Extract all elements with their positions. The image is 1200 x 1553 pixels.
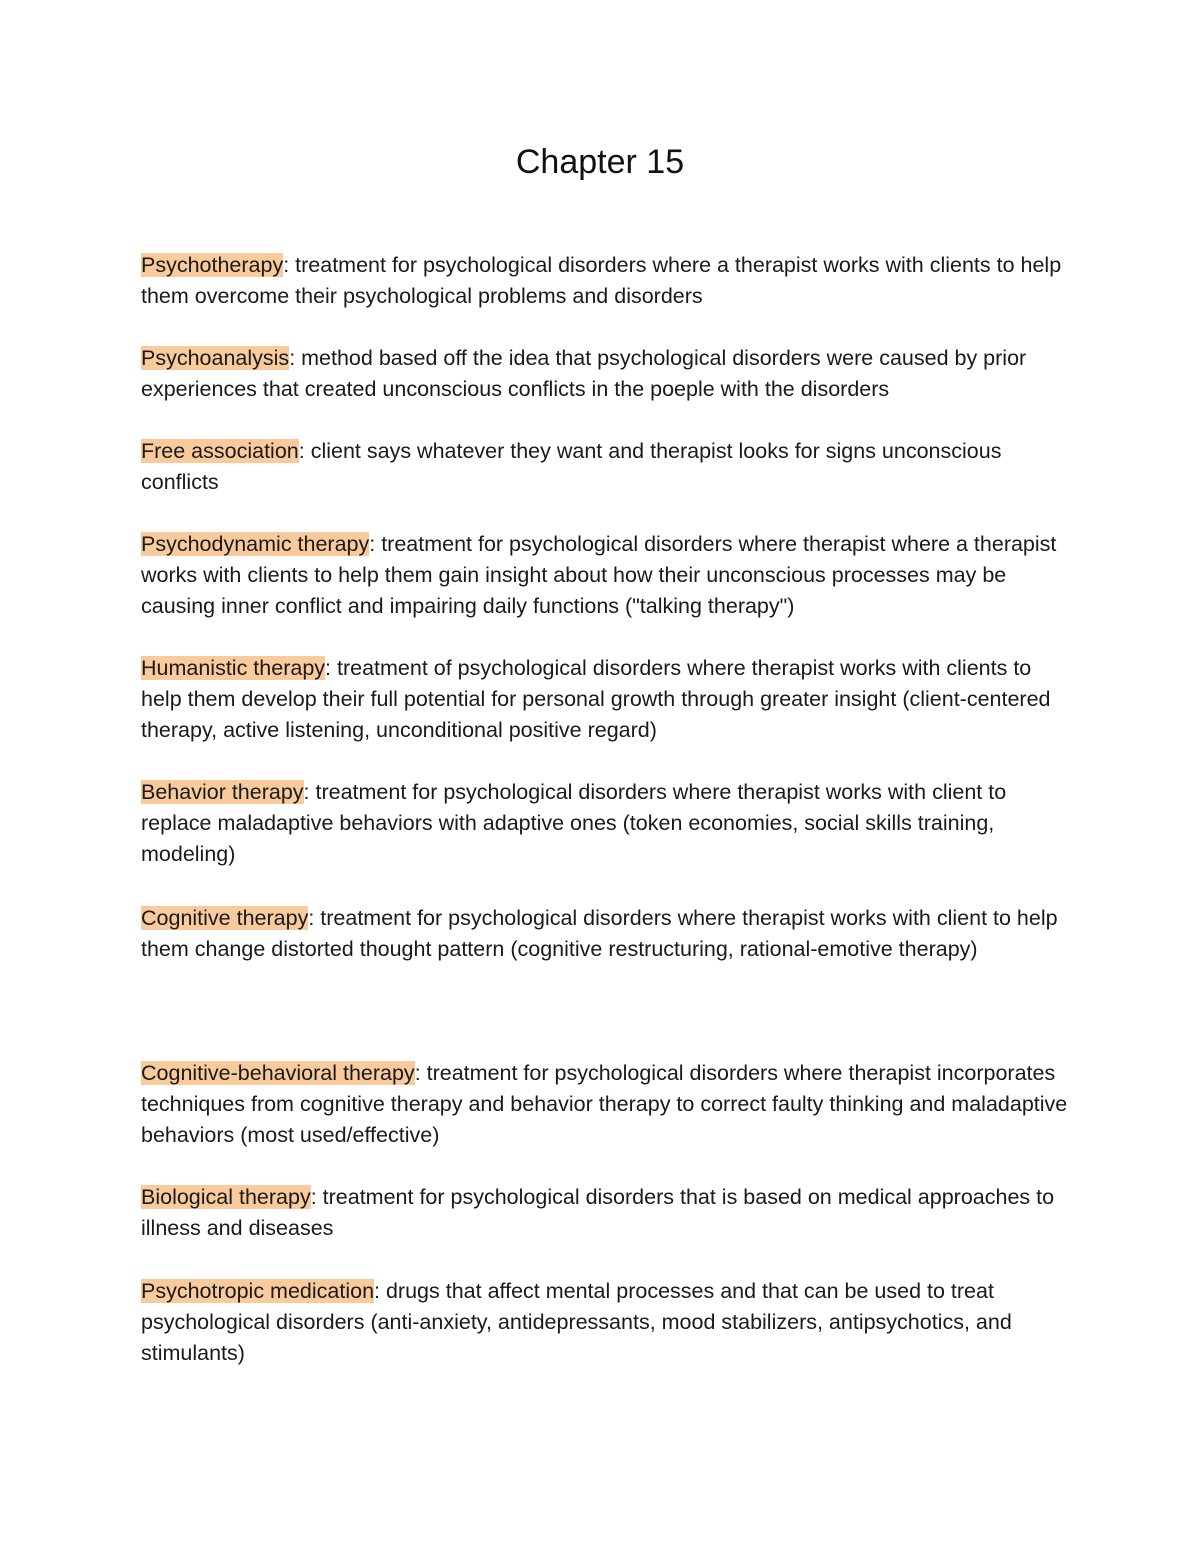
term-definition: : method based off the idea that psychological disorders were caused by prior experiences that created unconscious conflicts in the poeple with the disorders (141, 346, 1027, 401)
page-title: Chapter 15 (515, 143, 685, 181)
highlighted-term: Cognitive-behavioral therapy (141, 1061, 415, 1085)
entry-humanistic-therapy (141, 653, 1071, 746)
entry-psychotherapy (141, 250, 1071, 312)
highlighted-term: Psychotropic medication (141, 1279, 375, 1303)
term-definition: : treatment for psychological disorders where therapist where a therapist works with clients to help them gain insight about how their unconscious processes may be causing inner conflict and impairing daily functions ("talking therapy") (141, 532, 1057, 618)
entry-cognitive-behavioral-therapy (141, 1058, 1071, 1151)
term-definition: : treatment for psychological disorders where therapist works with client to replace maladaptive behaviors with adaptive ones (token economies, social skills training, modeling) (141, 780, 1007, 866)
entry-psychodynamic-therapy (141, 529, 1071, 622)
entry-cognitive-therapy (141, 903, 1071, 965)
term-definition: : treatment of psychological disorders where therapist works with clients to help them develop their full potential for personal growth through greater insight (client-centered therapy, active listening, unconditional positive regard) (141, 656, 1051, 742)
entry-free-association (141, 436, 1071, 498)
term-definition: : treatment for psychological disorders where a therapist works with clients to help them overcome their psychological problems and disorders (141, 253, 1062, 308)
entry-psychoanalysis (141, 343, 1071, 405)
highlighted-term: Biological therapy (141, 1185, 311, 1209)
highlighted-term: Psychoanalysis (141, 346, 290, 370)
term-definition: : treatment for psychological disorders where therapist incorporates techniques from cognitive therapy and behavior therapy to correct faulty thinking and maladaptive behaviors (most used/effective) (141, 1061, 1068, 1147)
entry-biological-therapy (141, 1182, 1071, 1244)
highlighted-term: Behavior therapy (141, 780, 304, 804)
highlighted-term: Humanistic therapy (141, 656, 326, 680)
term-definition: : treatment for psychological disorders where therapist works with client to help them change distorted thought pattern (cognitive restructuring, rational-emotive therapy) (141, 906, 1058, 961)
highlighted-term: Psychotherapy (141, 253, 284, 277)
term-definition: : drugs that affect mental processes and that can be used to treat psychological disorders (anti-anxiety, antidepressants, mood stabilizers, antipsychotics, and stimulants) (141, 1279, 1012, 1365)
entry-psychotropic-medication (141, 1276, 1071, 1369)
highlighted-term: Psychodynamic therapy (141, 532, 370, 556)
term-definition: : treatment for psychological disorders that is based on medical approaches to illness and diseases (141, 1185, 1055, 1240)
entry-behavior-therapy (141, 777, 1071, 870)
highlighted-term: Cognitive therapy (141, 906, 309, 930)
highlighted-term: Free association (141, 439, 299, 463)
term-definition: : client says whatever they want and therapist looks for signs unconscious conflicts (141, 439, 1002, 494)
